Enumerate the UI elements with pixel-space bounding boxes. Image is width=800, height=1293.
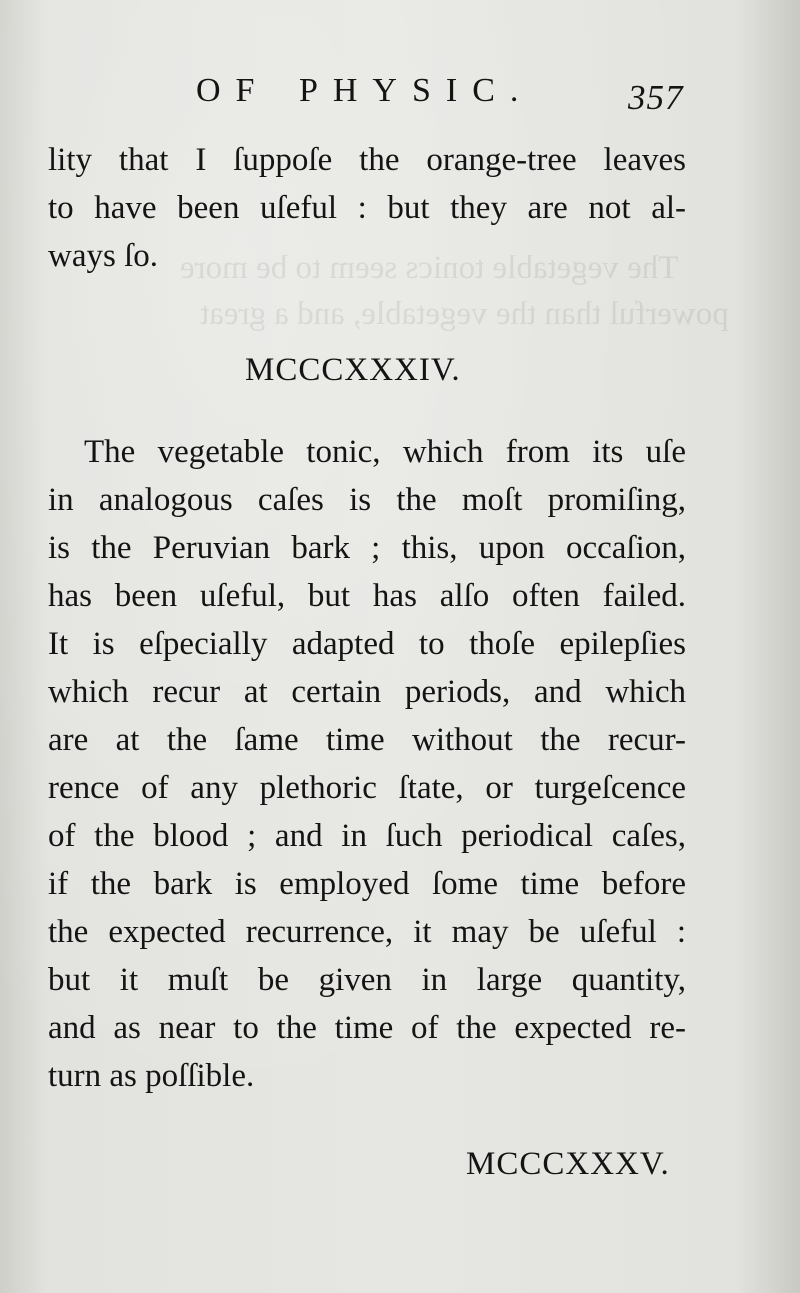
text-line: and as near to the time of the expected re-	[48, 1010, 686, 1046]
text-line: in analogous caſes is the moſt promiſing,	[48, 482, 686, 518]
text-line: It is eſpecially adapted to thoſe epilepſies	[48, 626, 686, 662]
page-header	[0, 72, 800, 117]
text-line: the expected recurrence, it may be uſeful :	[48, 914, 686, 950]
text-line: if the bark is employed ſome time before	[48, 866, 686, 902]
text-line: turn as poſſible.	[48, 1058, 255, 1094]
section-heading: MCCCXXXIV.	[245, 352, 461, 388]
text-line: has been uſeful, but has alſo often failed.	[48, 578, 686, 614]
text-line: The vegetable tonic, which from its uſe	[84, 434, 686, 470]
show-through-text: powerful than the vegetable, and a great	[200, 296, 729, 332]
page-number: 357	[628, 78, 684, 117]
text-line: but it muſt be given in large quantity,	[48, 962, 686, 998]
text-line: which recur at certain periods, and which	[48, 674, 686, 710]
text-line: rence of any plethoric ſtate, or turgeſcence	[48, 770, 686, 806]
text-line: of the blood ; and in ſuch periodical caſes,	[48, 818, 686, 854]
catchword: MCCCXXXV.	[466, 1146, 670, 1182]
show-through-text: The vegetable tonics seem to be more	[180, 250, 679, 286]
text-line: to have been uſeful : but they are not al-	[48, 190, 686, 226]
text-line: ways ſo.	[48, 238, 158, 274]
text-line: lity that I ſuppoſe the orange-tree leaves	[48, 142, 686, 178]
text-line: are at the ſame time without the recur-	[48, 722, 686, 758]
text-line: is the Peruvian bark ; this, upon occaſion,	[48, 530, 686, 566]
running-head: OF PHYSIC.	[196, 72, 534, 109]
